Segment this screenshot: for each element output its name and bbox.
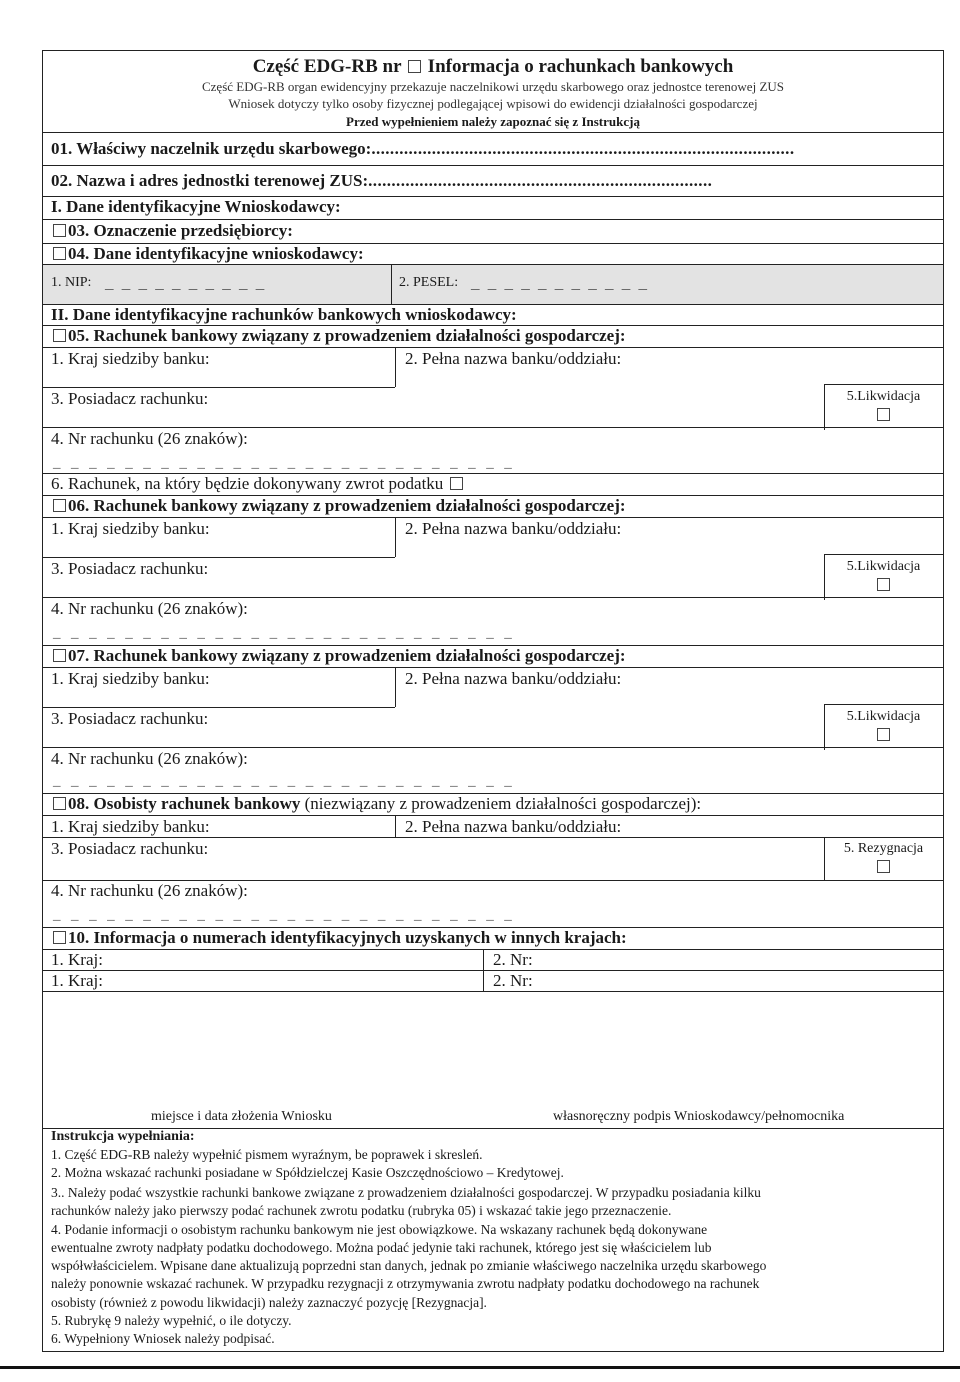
form-subtitle-2: Wniosek dotyczy tylko osoby fizycznej podlegającej wpisowi do ewidencji działalności gospodarczej [228, 96, 758, 111]
section-06-title: 06. Rachunek bankowy związany z prowadzeniem działalności gospodarczej: [51, 496, 626, 516]
s08-account-input[interactable]: _ _ _ _ _ _ _ _ _ _ _ _ _ _ _ _ _ _ _ _ _ _ _ _ _ _ [53, 907, 516, 923]
form-subtitle-1: Część EDG-RB organ ewidencyjny przekazuje naczelnikowi urzędu skarbowego oraz jednostce terenowej ZUS [201, 79, 785, 94]
instruction-line-5: 4. Podanie informacji o osobistym rachunku bankowym nie jest obowiązkowe. Na wskazany rachunek będą dokonywane [51, 1222, 708, 1237]
likwidacja-checkbox-icon[interactable] [877, 408, 890, 421]
nip-label: 1. NIP: [51, 275, 92, 290]
s05-zwrot-label: 6. Rachunek, na który będzie dokonywany zwrot podatku [51, 474, 465, 494]
section-i-title: I. Dane identyfikacyjne Wnioskodawcy: [51, 197, 341, 216]
place-date-label: miejsce i data złożenia Wniosku [151, 1109, 332, 1124]
form-title: Część EDG-RB nr Informacja o rachunkach bankowych [252, 56, 734, 77]
signature-label: własnoręczny podpis Wnioskodawcy/pełnomocnika [553, 1109, 845, 1124]
nip-input[interactable]: _ _ _ _ _ _ _ _ _ _ [105, 273, 267, 292]
instruction-line-7: współwłaścicielem. Wpisane dane aktualizują poprzedni stan danych, jednak po zmianie właściwego naczelnika urzędu skarbowego [51, 1258, 767, 1273]
instruction-line-9: osobisty (również z powodu likwidacji) należy zaznaczyć pozycję [Rezygnacja]. [51, 1295, 487, 1310]
instruction-line-10: 5. Rubrykę 9 należy wypełnić, o ile dotyczy. [51, 1313, 292, 1328]
s10-nr-label-2: 2. Nr: [493, 971, 533, 990]
s08-rezygnacja-label: 5. Rezygnacja [824, 841, 943, 877]
s05-posiadacz-label: 3. Posiadacz rachunku: [51, 389, 209, 408]
section-07-title: 07. Rachunek bankowy związany z prowadzeniem działalności gospodarczej: [51, 646, 626, 666]
instruction-line-11: 6. Wypełniony Wniosek należy podpisać. [51, 1331, 275, 1346]
s06-kraj-label: 1. Kraj siedziby banku: [51, 519, 210, 538]
page-bottom-rule [0, 1366, 960, 1369]
s10-kraj-label-2: 1. Kraj: [51, 971, 103, 990]
s08-bank-name-label: 2. Pełna nazwa banku/oddziału: [405, 817, 622, 836]
s07-kraj-label: 1. Kraj siedziby banku: [51, 669, 210, 688]
s07-account-input[interactable]: _ _ _ _ _ _ _ _ _ _ _ _ _ _ _ _ _ _ _ _ _ _ _ _ _ _ [53, 773, 516, 789]
instructions-title: Instrukcja wypełniania: [51, 1129, 195, 1144]
s10-nr-label-1: 2. Nr: [493, 950, 533, 969]
checkbox-icon[interactable] [53, 649, 66, 662]
instruction-line-2: 2. Można wskazać rachunki posiadane w Spółdzielczej Kasie Oszczędnościowo – Kredytowej. [51, 1165, 564, 1180]
s07-likwidacja-label: 5.Likwidacja [824, 709, 943, 745]
pesel-input[interactable]: _ _ _ _ _ _ _ _ _ _ _ [471, 273, 649, 292]
section-08-title: 08. Osobisty rachunek bankowy (niezwiązany z prowadzeniem działalności gospodarczej): [51, 794, 701, 814]
s08-kraj-label: 1. Kraj siedziby banku: [51, 817, 210, 836]
instruction-line-4: rachunków należy jako pierwszy podać rachunek zwrotu podatku (rubryka 05) i wskazać takie jego przeznaczenie. [51, 1203, 672, 1218]
checkbox-icon[interactable] [53, 247, 66, 260]
s05-bank-name-label: 2. Pełna nazwa banku/oddziału: [405, 349, 622, 368]
s06-nr-label: 4. Nr rachunku (26 znaków): [51, 599, 248, 618]
application-form [42, 50, 944, 1352]
s05-account-input[interactable]: _ _ _ _ _ _ _ _ _ _ _ _ _ _ _ _ _ _ _ _ _ _ _ _ _ _ [53, 455, 516, 471]
instruction-line-1: 1. Część EDG-RB należy wypełnić pismem wyraźnym, be poprawek i skresleń. [51, 1147, 483, 1162]
field-03-label: 03. Oznaczenie przedsiębiorcy: [51, 221, 293, 241]
s05-likwidacja-label: 5.Likwidacja [824, 389, 943, 425]
instruction-line-6: ewentualne zwroty nadpłaty podatku dochodowego. Można podać jedynie taki rachunek, którego jest się właścicielem lub [51, 1240, 712, 1255]
s07-bank-name-label: 2. Pełna nazwa banku/oddziału: [405, 669, 622, 688]
zwrot-checkbox-icon[interactable] [450, 477, 463, 490]
s08-posiadacz-label: 3. Posiadacz rachunku: [51, 839, 209, 858]
s07-posiadacz-label: 3. Posiadacz rachunku: [51, 709, 209, 728]
instruction-note: Przed wypełnieniem należy zapoznać się z Instrukcją [346, 114, 640, 129]
s08-nr-label: 4. Nr rachunku (26 znaków): [51, 881, 248, 900]
checkbox-icon[interactable] [53, 931, 66, 944]
s10-kraj-label-1: 1. Kraj: [51, 950, 103, 969]
checkbox-icon[interactable] [53, 499, 66, 512]
pesel-label: 2. PESEL: [399, 275, 459, 290]
field-01-label: 01. Właściwy naczelnik urzędu skarbowego:........................................................................................... [51, 139, 795, 158]
s06-likwidacja-label: 5.Likwidacja [824, 559, 943, 595]
instruction-line-8: należy ponownie wskazać rachunek. W przypadku rezygnacji z otrzymywania zwrotu nadpłaty podatku dochodowego na rachunek [51, 1276, 760, 1291]
s05-kraj-label: 1. Kraj siedziby banku: [51, 349, 210, 368]
s07-nr-label: 4. Nr rachunku (26 znaków): [51, 749, 248, 768]
section-ii-title: II. Dane identyfikacyjne rachunków bankowych wnioskodawcy: [51, 305, 517, 324]
instruction-line-3: 3.. Należy podać wszystkie rachunki bankowe związane z prowadzeniem działalności gospodarczej. W przypadku posiadania kilku [51, 1185, 761, 1200]
checkbox-icon[interactable] [408, 60, 421, 73]
section-05-title: 05. Rachunek bankowy związany z prowadzeniem działalności gospodarczej: [51, 326, 626, 346]
field-04-label: 04. Dane identyfikacyjne wnioskodawcy: [51, 244, 364, 264]
checkbox-icon[interactable] [53, 797, 66, 810]
checkbox-icon[interactable] [53, 329, 66, 342]
rezygnacja-checkbox-icon[interactable] [877, 860, 890, 873]
s05-nr-label: 4. Nr rachunku (26 znaków): [51, 429, 248, 448]
checkbox-icon[interactable] [53, 224, 66, 237]
likwidacja-checkbox-icon[interactable] [877, 578, 890, 591]
s06-bank-name-label: 2. Pełna nazwa banku/oddziału: [405, 519, 622, 538]
section-10-title: 10. Informacja o numerach identyfikacyjnych uzyskanych w innych krajach: [51, 928, 627, 948]
field-02-label: 02. Nazwa i adres jednostki terenowej ZUS:.......................................................................... [51, 171, 713, 190]
likwidacja-checkbox-icon[interactable] [877, 728, 890, 741]
s06-posiadacz-label: 3. Posiadacz rachunku: [51, 559, 209, 578]
s06-account-input[interactable]: _ _ _ _ _ _ _ _ _ _ _ _ _ _ _ _ _ _ _ _ _ _ _ _ _ _ [53, 625, 516, 641]
